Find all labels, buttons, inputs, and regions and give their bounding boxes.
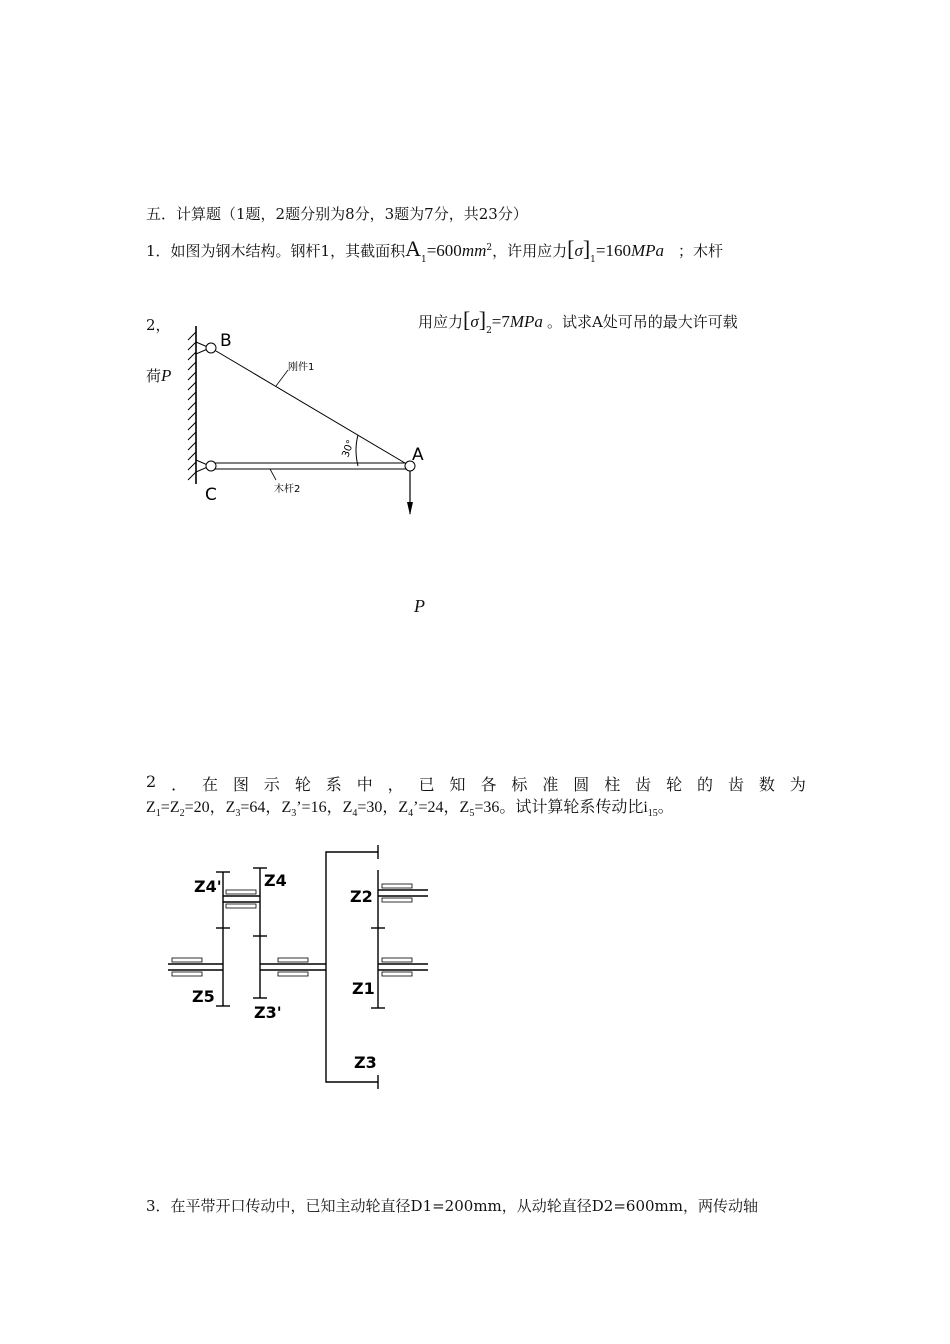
stress1-unit: MPa [631, 241, 665, 260]
q2-line1-char: 示 [263, 775, 280, 794]
q2-line2-text: $Z_1=Z_2=20$，$Z_3=64$，$Z_3’=16$，$Z_4=30$，$Z_4’=24$，$Z_5=36$。试计算轮系传动比$i_{15}$。 [146, 799, 674, 820]
q2-line1-char: 为 [789, 775, 806, 794]
label-z3: Z3 [354, 1053, 377, 1072]
q2-line1-char: 图 [232, 775, 249, 794]
q2-line1-char: 2 [146, 772, 157, 791]
q1-line1: 1．如图为钢木结构。钢杆1，其截面积$A_1=600mm^2$，许用应力$[\sigma]_1=160MPa$ ；木杆 [146, 236, 724, 265]
q2-line1-char: 齿 [635, 775, 652, 794]
sigma1-subscript: 1 [590, 255, 596, 265]
area1-symbol: A [405, 236, 421, 261]
area1-superscript: 2 [486, 243, 493, 253]
q2-line1-char: 柱 [604, 775, 621, 794]
label-b: B [220, 331, 232, 351]
area1-unit: mm [461, 241, 487, 260]
sigma1-symbol: σ [574, 241, 583, 260]
gear-train-figure [160, 840, 440, 1090]
q2-line2 [146, 798, 674, 824]
label-z4: Z4 [264, 871, 287, 890]
q1-line2-mid: 用应力 [418, 313, 464, 331]
sigma2-subscript: 2 [486, 326, 492, 336]
q1-line2-suffix: 。试求A处可吊的最大许可载 [546, 313, 738, 331]
q1-line2-rest: 用应力$[\sigma]_2=7MPa$ 。试求A处可吊的最大许可载 [418, 307, 738, 336]
q1-line1-prefix: 1．如图为钢木结构。钢杆1，其截面积 [146, 242, 406, 260]
q1-line3 [146, 366, 171, 386]
rod-1-label: 刚件1 [288, 362, 315, 373]
area1-subscript: 1 [420, 255, 427, 265]
q2-line1-char: 轮 [294, 775, 311, 794]
q2-line1-char: ， [387, 775, 404, 794]
section-heading: 五．计算题（1题，2题分别为8分，3题为7分，共23分） [146, 205, 528, 223]
q2-line1-char: 已 [418, 775, 435, 794]
stress2-value: =7 [491, 312, 510, 331]
q2-line1-char: 在 [202, 775, 219, 794]
q2-line1-char: 轮 [666, 775, 683, 794]
load-label: P [414, 596, 425, 616]
q2-line1-char: 齿 [727, 775, 744, 794]
label-c: C [205, 485, 217, 505]
label-z1: Z1 [352, 979, 375, 998]
rod-2-label: 木杆2 [274, 484, 301, 495]
label-z5: Z5 [192, 987, 215, 1006]
q2-line1-char: 各 [480, 775, 497, 794]
joint-c [206, 461, 216, 471]
area1-value: =600 [426, 241, 462, 260]
bearing-hatches [172, 884, 412, 976]
q2-line1 [146, 772, 806, 795]
label-z2: Z2 [350, 887, 373, 906]
q2-line1-char: 中 [356, 775, 373, 794]
truss-figure [180, 318, 450, 528]
q2-line1-char: 知 [449, 775, 466, 794]
q2-line1-char: 的 [697, 775, 714, 794]
stress2-unit: MPa [509, 312, 543, 331]
label-z4p: Z4' [194, 877, 222, 896]
q3-line1: 3．在平带开口传动中，已知主动轮直径D1=200mm，从动轮直径D2=600mm，两传动轴 [146, 1197, 758, 1215]
stress1-value: =160 [595, 241, 631, 260]
label-a: A [412, 445, 424, 465]
angle-arc [356, 435, 358, 466]
q2-line1-char: ． [171, 775, 188, 794]
q2-line1-char: 数 [758, 775, 775, 794]
q1-line1-mid: ，许用应力 [492, 242, 568, 260]
q2-line1-char: 系 [325, 775, 342, 794]
q2-line1-char: 准 [542, 775, 559, 794]
label-z3p: Z3' [254, 1003, 282, 1022]
sigma2-symbol: σ [470, 312, 479, 331]
q2-line1-char: 标 [511, 775, 528, 794]
angle-label: 30° [340, 438, 357, 460]
q1-line3-symbol: P [161, 366, 172, 385]
q1-line2-prefix: 2， [146, 316, 171, 334]
q2-line1-char: 圆 [573, 775, 590, 794]
joint-b [206, 343, 216, 353]
q1-line1-suffix: ；木杆 [678, 242, 724, 260]
q1-line3-prefix: 荷 [146, 367, 162, 385]
